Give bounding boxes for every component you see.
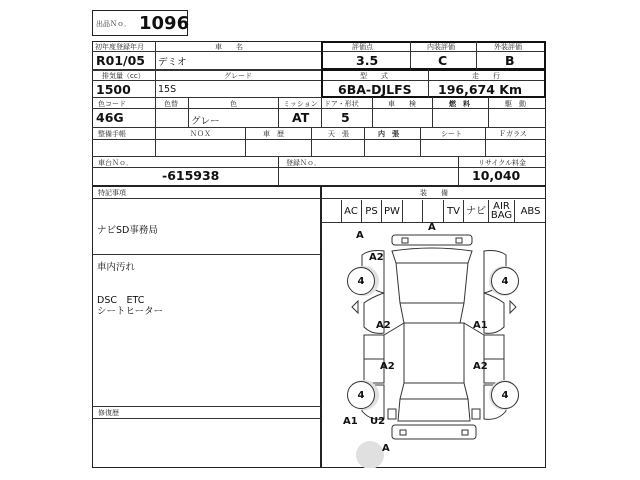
grid-line — [92, 254, 321, 255]
history-label: 車 歴 — [263, 130, 284, 138]
type-label: 型 式 — [360, 72, 388, 80]
grid-line — [92, 418, 321, 419]
mileage-label: 走 行 — [472, 72, 500, 80]
color-code-value: 46G — [96, 110, 124, 125]
color-value: グレー — [191, 116, 220, 127]
chassis-value: -615938 — [162, 168, 220, 183]
grid-line — [485, 127, 486, 156]
equipment-label: 装 備 — [420, 189, 448, 197]
grid-line — [428, 69, 429, 98]
exterior-value: B — [505, 53, 515, 68]
grid-line — [92, 127, 546, 128]
grid-line — [432, 97, 433, 127]
grid-line — [321, 97, 322, 127]
grid-line — [278, 97, 279, 127]
registration-label: 登録Ｎｏ． — [286, 159, 321, 167]
grid-line — [278, 156, 279, 186]
damage-mark-door-front-left: A2 — [376, 320, 391, 331]
interior-label: 内装評価 — [427, 43, 455, 51]
grid-line — [188, 97, 189, 127]
grade-value: 15S — [158, 84, 177, 95]
grid-line — [92, 156, 546, 157]
wheel-front-right: 4 — [491, 267, 519, 295]
damage-mark-rear-left: A1 — [343, 416, 358, 427]
model-value: デミオ — [158, 57, 187, 68]
notes-label: 特記事項 — [98, 189, 126, 197]
first-reg-value: R01/05 — [96, 53, 145, 68]
lot-number-label: 出品Ｎｏ． — [96, 20, 131, 28]
equipment-abs: ABS — [520, 205, 541, 217]
grid-line — [245, 127, 246, 156]
grid-line — [155, 69, 156, 98]
equipment-ps: PS — [362, 200, 382, 222]
grid-line — [372, 97, 373, 127]
mileage-value: 196,674 Km — [438, 82, 522, 97]
grid-line — [488, 97, 489, 127]
manual-label: 整備手帳 — [98, 130, 126, 138]
type-value: 6BA-DJLFS — [338, 82, 412, 97]
sunroof-label: 天 張 — [328, 130, 349, 138]
nox-label: ＮＯＸ — [190, 130, 211, 138]
grid-line — [364, 127, 365, 156]
color-code-label: 色コード — [98, 100, 126, 108]
lot-number: 1096 — [139, 13, 190, 34]
car-diagram — [322, 223, 546, 468]
grid-line — [92, 139, 546, 140]
damage-mark-front-center: A — [428, 222, 436, 233]
color-label: 色 — [230, 100, 237, 108]
doors-label: ドア・形状 — [324, 100, 359, 108]
doors-value: 5 — [341, 110, 350, 125]
equipment-ac: AC — [341, 200, 362, 222]
note-line: ナビSD事務局 — [97, 225, 158, 236]
transmission-value: AT — [292, 110, 310, 125]
damage-mark-front-left: A — [356, 230, 364, 241]
equipment-tv: TV — [444, 200, 464, 222]
note-line: 車内汚れ — [97, 262, 136, 273]
grid-line — [92, 108, 546, 109]
transmission-label: ミッション — [283, 100, 318, 108]
first-reg-label: 初年度登録年月 — [95, 43, 144, 51]
fuel-label: 燃 料 — [449, 100, 470, 108]
equipment-pw: PW — [382, 200, 403, 222]
grid-line — [420, 127, 421, 156]
model-label: 車 名 — [215, 43, 243, 51]
interior-wall-label: 内 張 — [378, 130, 399, 138]
damage-mark-door-rear-right: A2 — [473, 361, 488, 372]
recycle-value: 10,040 — [472, 168, 521, 183]
score-label: 評価点 — [352, 43, 373, 51]
glass-label: Ｆガラス — [499, 130, 527, 138]
seat-label: シート — [441, 130, 462, 138]
score-value: 3.5 — [356, 53, 379, 68]
grid-line — [311, 127, 312, 156]
grid-line — [92, 406, 321, 407]
interior-value: C — [438, 53, 448, 68]
damage-mark-rear-center: U2 — [370, 416, 386, 427]
equipment-blank — [403, 200, 423, 222]
equipment-navi: ナビ — [464, 200, 489, 222]
recycle-label: リサイクル料金 — [478, 159, 527, 167]
damage-mark-door-front-right: A1 — [473, 320, 488, 331]
grid-line — [155, 97, 156, 127]
damage-mark-hood: A2 — [369, 252, 384, 263]
vehicle-inspection-label: 車 検 — [388, 100, 416, 108]
equipment-blank — [423, 200, 444, 222]
grid-line — [155, 41, 156, 70]
damage-mark-rear-bottom: A — [382, 443, 390, 454]
grid-line — [410, 41, 411, 70]
wheel-front-left: 4 — [347, 267, 375, 295]
note-line: シートヒーター — [97, 306, 164, 317]
repair-history-label: 修復歴 — [98, 409, 119, 417]
displacement-label: 排気量（cc） — [102, 72, 145, 80]
note-line: DSC ETC — [97, 295, 145, 306]
equipment-airbag: AIR BAG — [489, 200, 515, 222]
displacement-value: 1500 — [96, 82, 131, 97]
grid-line — [155, 127, 156, 156]
grid-line — [341, 200, 342, 222]
grid-line — [476, 41, 477, 70]
chassis-label: 車台Ｎｏ． — [98, 159, 133, 167]
lot-number-box — [92, 10, 188, 36]
exterior-label: 外装評価 — [494, 43, 522, 51]
shade-label: 色替 — [164, 100, 178, 108]
drive-label: 駆 動 — [505, 100, 526, 108]
grid-line — [458, 156, 459, 186]
grade-label: グレード — [224, 72, 252, 80]
wheel-rear-right: 4 — [491, 381, 519, 409]
damage-mark-door-rear-left: A2 — [380, 361, 395, 372]
wheel-rear-left: 4 — [347, 381, 375, 409]
